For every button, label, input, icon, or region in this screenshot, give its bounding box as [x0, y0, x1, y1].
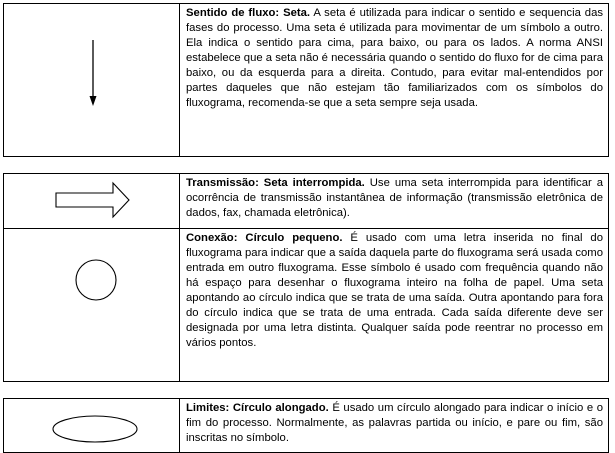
symbol-row-connection: [4, 229, 609, 382]
symbol-row-flow-direction: [4, 4, 609, 157]
symbol-title: Transmissão: Seta interrompida.: [186, 177, 365, 189]
symbol-row-transmission: [4, 174, 609, 229]
ellipse-icon: [4, 399, 179, 451]
symbol-icon-cell: [4, 399, 180, 453]
hollow-right-arrow-icon: [4, 174, 179, 227]
symbol-description: [180, 174, 609, 229]
symbol-icon-cell: [4, 229, 180, 382]
symbol-icon-cell: [4, 174, 180, 229]
symbol-text: A seta é utilizada para indicar o sentido e sequencia das fases do processo. Uma seta é utilizada para movimentar de um símbolo a outro. Ela indica o sentido para cima, para baixo, ou para os lados. A norma ANSI estabelece que a seta não é necessária quando o sentido do fluxo for de cima para baixo, ou da esquerda para a direita. Contudo, para evitar mal-entendidos por partes daqueles que não estejam tão familiarizados com os símbolos do fluxograma, recomenda-se que a seta sempre seja usada.: [186, 7, 604, 109]
symbol-title: Limites: Círculo alongado.: [186, 402, 329, 414]
symbol-text: É usado um círculo alongado para indicar o início e o fim do processo. Normalmente, as palavras partida ou início, e pare ou fim, são inscritas no símbolo.: [186, 402, 603, 444]
symbol-description: [180, 229, 609, 382]
symbol-title: Sentido de fluxo: Seta.: [186, 7, 311, 19]
down-arrow-icon: [4, 4, 179, 155]
symbol-title: Conexão: Círculo pequeno.: [186, 232, 343, 244]
symbol-icon-cell: [4, 4, 180, 157]
symbol-description: [180, 4, 609, 157]
symbol-text: Use uma seta interrompida para identificar a ocorrência de transmissão instantânea de informação (transmissão eletrônica de dados, fax, chamada eletrônica).: [186, 177, 603, 219]
row-spacer: [4, 157, 609, 174]
flowchart-symbols-table: [3, 3, 609, 453]
row-spacer: [4, 382, 609, 399]
symbol-row-limits: [4, 399, 609, 453]
symbol-text: É usado com uma letra inserida no final do fluxograma para indicar que a saída daquela parte do fluxograma será usada como entrada em outro fluxograma. Esse símbolo é usado com frequência quando não há espaço para desenhar o fluxograma inteiro na folha de papel. Uma seta apontando ao círculo indica que se trata de uma saída. Outra apontando para fora do círculo indica que se trata de uma entrada. Cada saída diferente deve ser designada por uma letra distinta. Qualquer saída pode reentrar no processo em vários pontos.: [186, 232, 603, 349]
symbol-description: [180, 399, 609, 453]
circle-icon: [4, 229, 179, 380]
